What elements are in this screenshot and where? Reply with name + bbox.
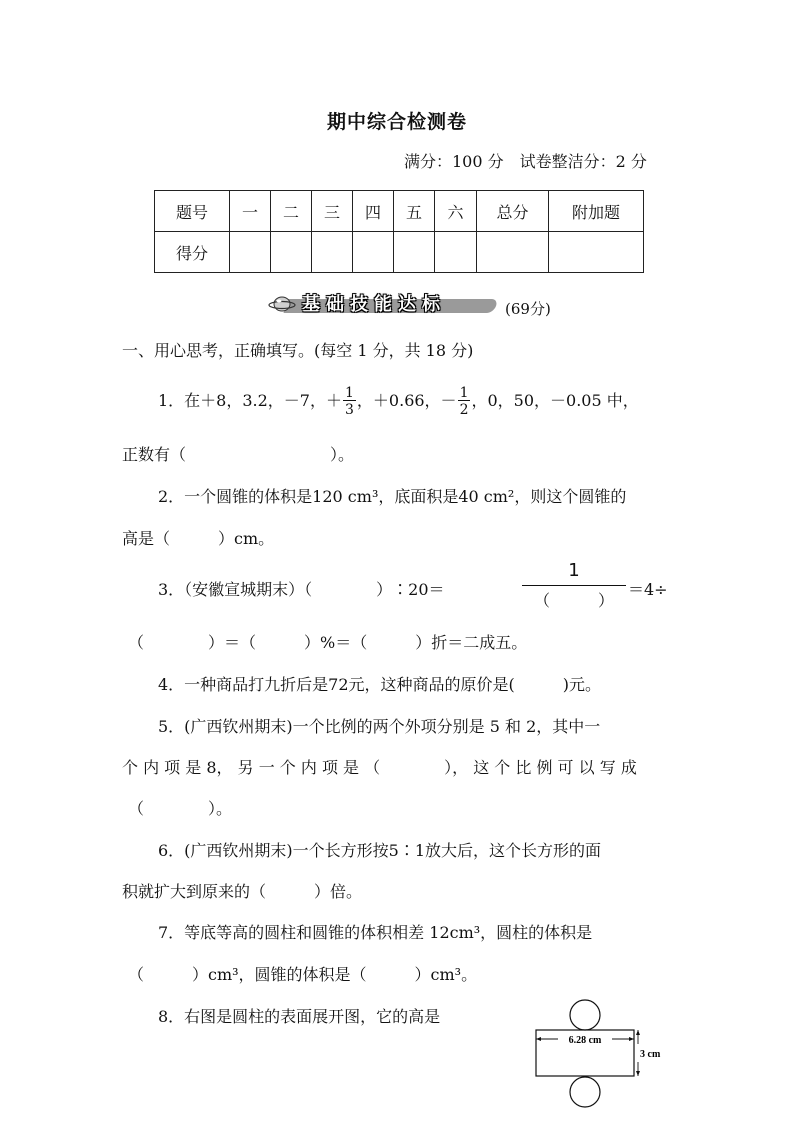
question-1-line-1 — [158, 386, 639, 417]
full-score: 满分：100 分 — [404, 152, 504, 171]
table-cell: 总分 — [477, 191, 549, 232]
figure-height-label: 3 cm — [640, 1049, 661, 1060]
question-3-text-b: ＝4÷ — [628, 580, 668, 599]
question-6-line-2: 积就扩大到原来的（ ）倍。 — [122, 882, 363, 901]
table-cell: 六 — [435, 191, 477, 232]
fraction-denominator: 3 — [345, 402, 354, 418]
fraction-numerator: 1 — [345, 385, 354, 401]
planet-icon — [268, 293, 296, 313]
table-cell: 得分 — [155, 232, 230, 273]
table-cell: 附加题 — [549, 191, 644, 232]
score-entry-cell[interactable] — [477, 232, 549, 273]
score-entry-cell[interactable] — [549, 232, 644, 273]
page-title: 期中综合检测卷 — [326, 111, 467, 133]
question-7-line-1: 7．等底等高的圆柱和圆锥的体积相差 12cm³，圆柱的体积是 — [158, 923, 593, 942]
score-info — [404, 149, 663, 172]
question-8-line-1: 8．右图是圆柱的表面展开图，它的高是 — [158, 1007, 441, 1026]
question-3-line-2: （ ）＝（ ）%＝（ ）折＝二成五。 — [128, 633, 528, 652]
question-2-line-1: 2．一个圆锥的体积是120 cm³，底面积是40 cm²，则这个圆锥的 — [158, 487, 627, 506]
score-entry-cell[interactable] — [353, 232, 394, 273]
fraction-bar — [522, 585, 626, 586]
q1-text-c: ，0，50，－0.05 中， — [471, 391, 639, 410]
question-1-line-2: 正数有（ ）。 — [122, 445, 355, 464]
table-cell: 五 — [394, 191, 435, 232]
question-3-text-a: 3．（安徽宣城期末）（ ）∶20＝ — [158, 580, 445, 599]
score-entry-cell[interactable] — [312, 232, 353, 273]
question-5-line-2: 个 内 项 是 8， 另 一 个 内 项 是 （ ）， 这 个 比 例 可 以 写 成 — [122, 758, 637, 777]
neatness-score: 试卷整洁分：2 分 — [519, 152, 647, 171]
fraction-one-half — [458, 386, 471, 417]
table-cell: 二 — [271, 191, 312, 232]
fraction-numerator: 1 — [459, 385, 469, 401]
banner-points: (69分) — [505, 300, 551, 318]
banner-title: 基础技能达标 — [302, 294, 446, 315]
fraction-one-third — [343, 386, 356, 417]
score-table-score-row — [155, 232, 644, 273]
cylinder-net-figure — [528, 998, 662, 1116]
q1-text-b: ，＋0.66，－ — [356, 391, 457, 410]
question-4-line-1: 4．一种商品打九折后是72元，这种商品的原价是( )元。 — [158, 675, 602, 694]
question-5-line-1: 5．(广西钦州期末)一个比例的两个外项分别是 5 和 2，其中一 — [158, 717, 601, 736]
part-heading: 一、用心思考，正确填写。(每空 1 分，共 18 分) — [122, 341, 474, 360]
score-table — [154, 190, 644, 273]
score-entry-cell[interactable] — [394, 232, 435, 273]
score-entry-cell[interactable] — [271, 232, 312, 273]
fraction-denominator: （ ） — [533, 591, 614, 610]
score-table-header-row — [155, 191, 644, 232]
score-entry-cell[interactable] — [230, 232, 271, 273]
table-cell: 一 — [230, 191, 271, 232]
question-2-line-2: 高是（ ）cm。 — [122, 529, 275, 548]
table-cell: 题号 — [155, 191, 230, 232]
question-5-line-3: （ ）。 — [128, 799, 233, 818]
question-6-line-1: 6．(广西钦州期末)一个长方形按5∶1放大后，这个长方形的面 — [158, 841, 602, 860]
figure-width-label: 6.28 cm — [568, 1035, 602, 1046]
table-cell: 四 — [353, 191, 394, 232]
q1-text-a: 1．在＋8，3.2，－7，＋ — [158, 391, 342, 410]
question-7-line-2: （ ）cm³，圆锥的体积是（ ）cm³。 — [128, 965, 478, 984]
score-entry-cell[interactable] — [435, 232, 477, 273]
table-cell: 三 — [312, 191, 353, 232]
fraction-numerator: 1 — [568, 560, 580, 581]
question-3-fraction — [522, 560, 626, 611]
cylinder-net-drawing — [528, 998, 662, 1116]
fraction-denominator: 2 — [459, 402, 469, 418]
